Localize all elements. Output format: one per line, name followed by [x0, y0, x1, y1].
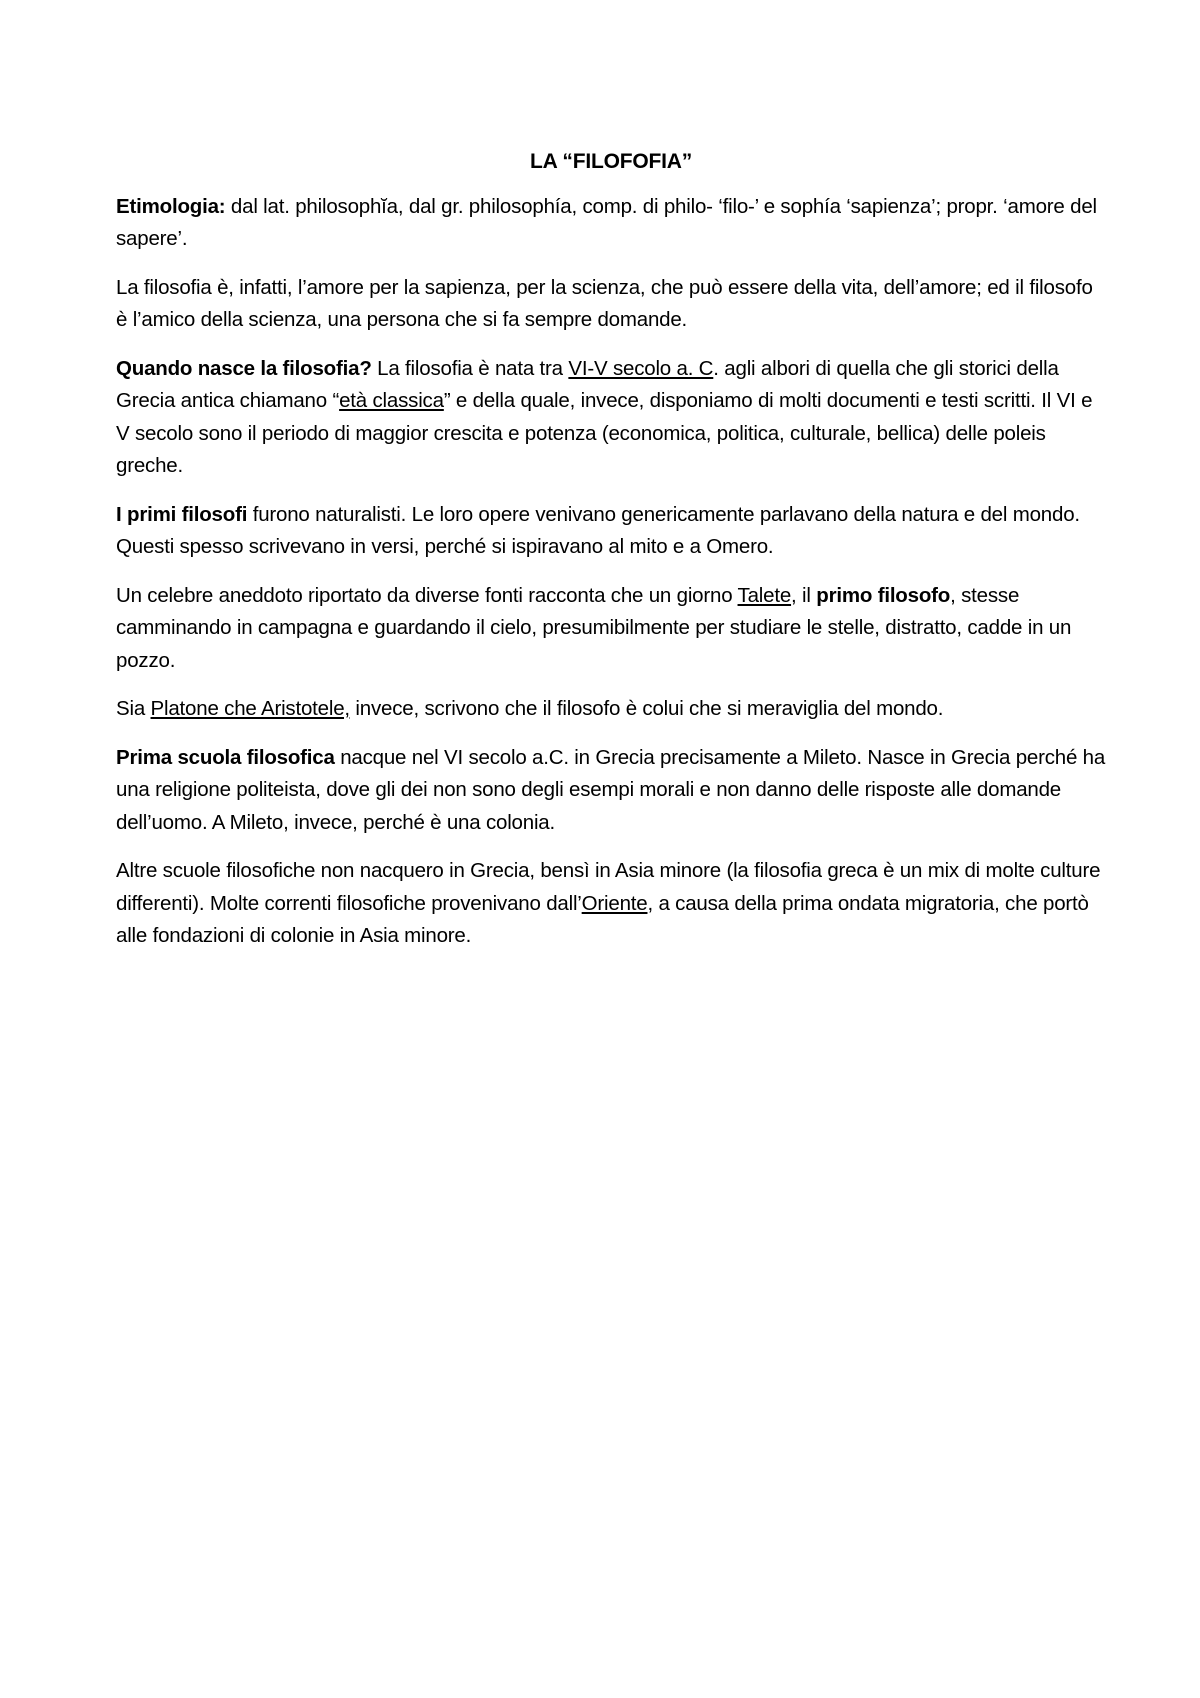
paragraph-text: , stesse camminando in campagna e guardando il cielo, presumibilmente per studiare le stelle, distratto, cadde in un pozzo. [116, 583, 1072, 672]
paragraph-lead: Prima scuola filosofica [116, 745, 335, 769]
paragraph-text: invece, scrivono che il filosofo è colui che si meraviglia del mondo. [349, 697, 944, 720]
paragraph-text: furono naturalisti. Le loro opere venivano genericamente parlavano della natura e del mondo. Questi spesso scrivevano in versi, perché si ispiravano al mito e a Omero. [116, 502, 1080, 558]
paragraph-text: , il [791, 583, 817, 607]
paragraph-text: . agli albori di quella che gli storici della Grecia antica chiamano “ [116, 356, 1059, 412]
paragraph-text: La filosofia è nata tra [371, 356, 569, 380]
document-page [116, 146, 1106, 969]
paragraph-text: Un celebre aneddoto riportato da diverse fonti racconta che un giorno [116, 583, 738, 607]
paragraph-text: dal lat. philosophĭa, dal gr. philosophía, comp. di philo- ‘filo-’ e sophía ‘sapienza’; propr. ‘amore del sapere’. [116, 194, 1097, 250]
paragraph-text: Altre scuole filosofiche non nacquero in Grecia, bensì in Asia minore (la filosofia greca è un mix di molte culture differenti). Molte correnti filosofiche provenivano dall’ [116, 859, 1101, 915]
paragraph-platone-aristotele [116, 693, 1106, 726]
underlined-text: Platone che Aristotele, [150, 697, 350, 720]
bold-text: primo filosofo [816, 583, 951, 607]
paragraph-text: , a causa della prima ondata migratoria, che portò alle fondazioni di colonie in Asia minore. [116, 891, 1089, 947]
paragraph-definizione [116, 272, 1106, 337]
paragraph-lead: I primi filosofi [116, 502, 248, 526]
paragraph-text: Sia [116, 697, 151, 720]
paragraph-prima-scuola [116, 742, 1106, 840]
paragraph-altre-scuole [116, 855, 1106, 953]
paragraph-primi-filosofi [116, 499, 1106, 564]
underlined-text: Talete [737, 583, 792, 607]
paragraph-text: La filosofia è, infatti, l’amore per la sapienza, per la scienza, che può essere della vita, dell’amore; ed il filosofo è l’amico della scienza, una persona che si fa sempre domande. [116, 275, 1093, 331]
page-title: LA “FILOFOFIA” [529, 150, 693, 173]
underlined-text: età classica [339, 389, 444, 412]
paragraph-lead: Quando nasce la filosofia? [116, 356, 372, 380]
underlined-text: VI-V secolo a. C [568, 356, 714, 380]
paragraph-lead: Etimologia: [116, 194, 226, 218]
paragraph-text: ” e della quale, invece, disponiamo di molti documenti e testi scritti. Il VI e V secolo sono il periodo di maggior crescita e potenza (economica, politica, culturale, bellica) delle poleis greche. [116, 389, 1093, 477]
paragraph-etimologia [116, 191, 1106, 256]
paragraph-quando-nasce [116, 353, 1106, 483]
paragraph-text: nacque nel VI secolo a.C. in Grecia precisamente a Mileto. Nasce in Grecia perché ha una religione politeista, dove gli dei non sono degli esempi morali e non danno delle risposte alle domande dell’uomo. A Mileto, invece, perché è una colonia. [116, 745, 1106, 834]
underlined-text: Oriente [581, 891, 648, 915]
paragraph-talete [116, 580, 1106, 678]
